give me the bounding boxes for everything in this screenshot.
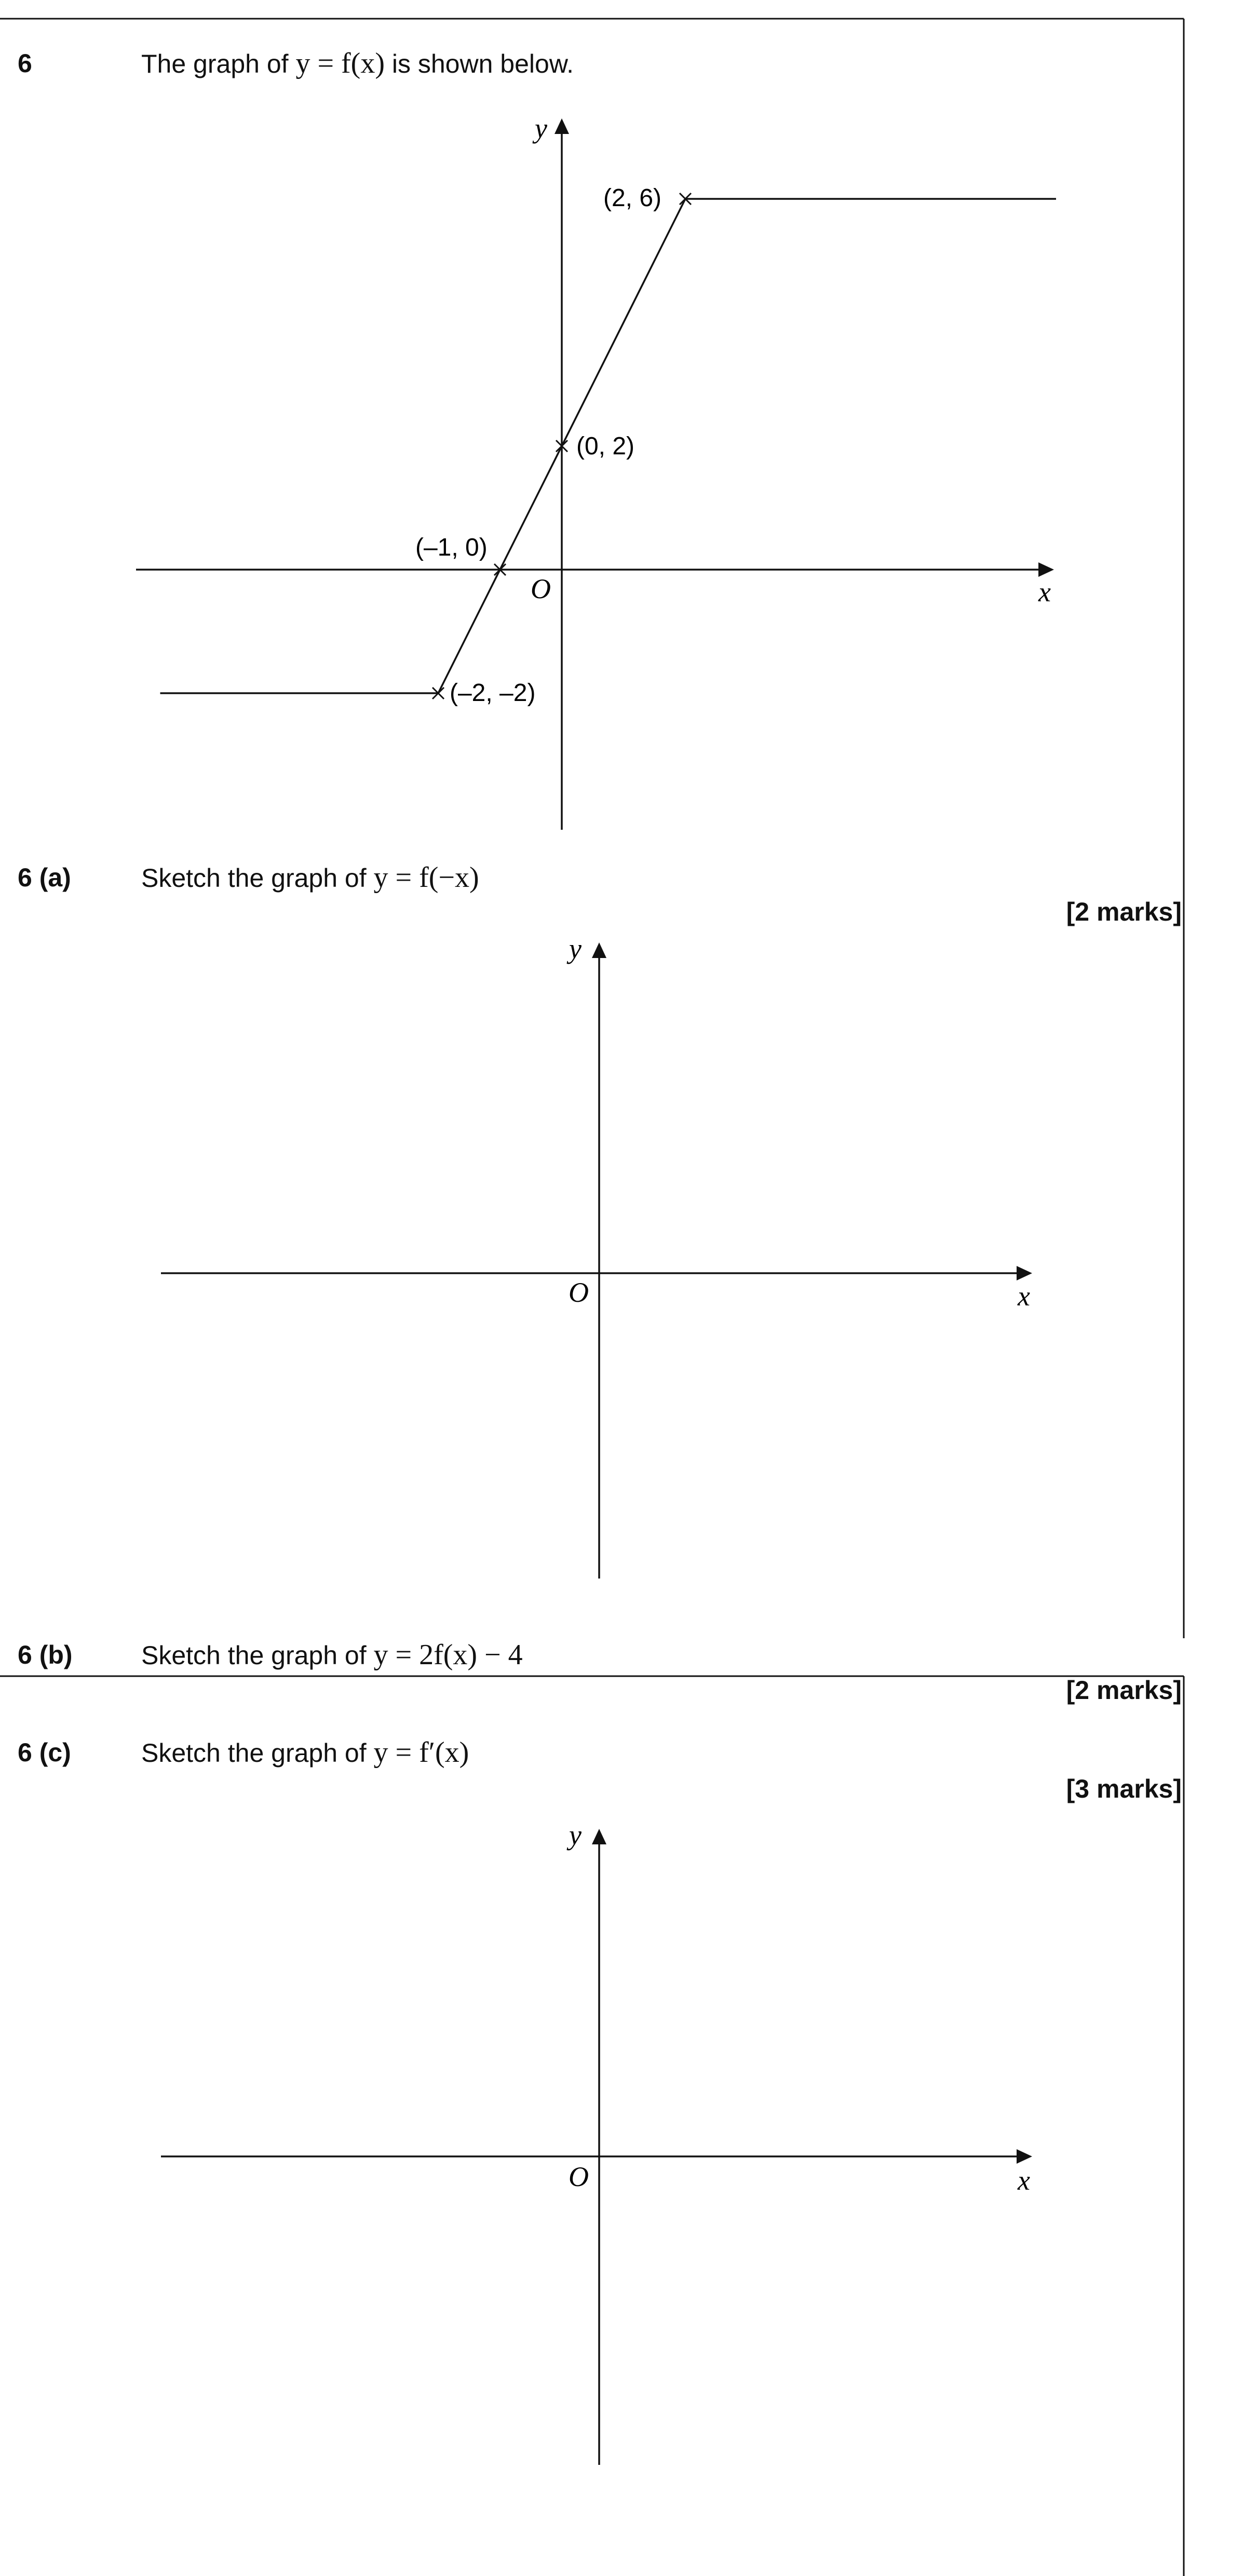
- question-6-continued-section: [0, 1639, 1225, 2576]
- part-a-number: 6 (a): [18, 863, 71, 892]
- point-label-neg2-neg2: (–2, –2): [450, 679, 536, 707]
- x-axis-label: x: [1038, 576, 1051, 608]
- point-label-2-6: (2, 6): [603, 184, 662, 212]
- part-b-marks: [2 marks]: [1066, 1676, 1182, 1705]
- intro-math: y = f(x): [295, 47, 385, 79]
- part-c-number: 6 (c): [18, 1738, 71, 1767]
- part-a-text: Sketch the graph of: [141, 864, 367, 893]
- a-x-axis-label: x: [1018, 1280, 1030, 1312]
- part-c-math: y = f′(x): [373, 1736, 469, 1769]
- c-origin-label: O: [569, 2161, 589, 2192]
- part-b-math: y = 2f(x) − 4: [373, 1639, 523, 1671]
- c-y-axis-label: y: [569, 1819, 582, 1851]
- part-b-text: Sketch the graph of: [141, 1641, 367, 1670]
- blank-axes-c[interactable]: [0, 1675, 1225, 2576]
- part-a-marks: [2 marks]: [1066, 897, 1182, 926]
- y-axis-label: y: [535, 113, 547, 144]
- point-label-0-2: (0, 2): [576, 433, 635, 460]
- intro-text-before: The graph of: [141, 49, 289, 78]
- point-label-neg1-0: (–1, 0): [415, 534, 488, 561]
- origin-label: O: [531, 573, 551, 604]
- c-x-axis-label: x: [1018, 2165, 1030, 2196]
- part-b-number: 6 (b): [18, 1640, 73, 1669]
- a-y-axis-label: y: [569, 933, 582, 964]
- question-number: 6: [18, 49, 32, 78]
- a-origin-label: O: [569, 1277, 589, 1308]
- part-c-text: Sketch the graph of: [141, 1738, 367, 1768]
- intro-text-after: is shown below.: [391, 49, 574, 78]
- part-b-question: [141, 1639, 523, 1671]
- part-c-marks: [3 marks]: [1066, 1774, 1182, 1803]
- part-a-math: y = f(−x): [373, 861, 479, 894]
